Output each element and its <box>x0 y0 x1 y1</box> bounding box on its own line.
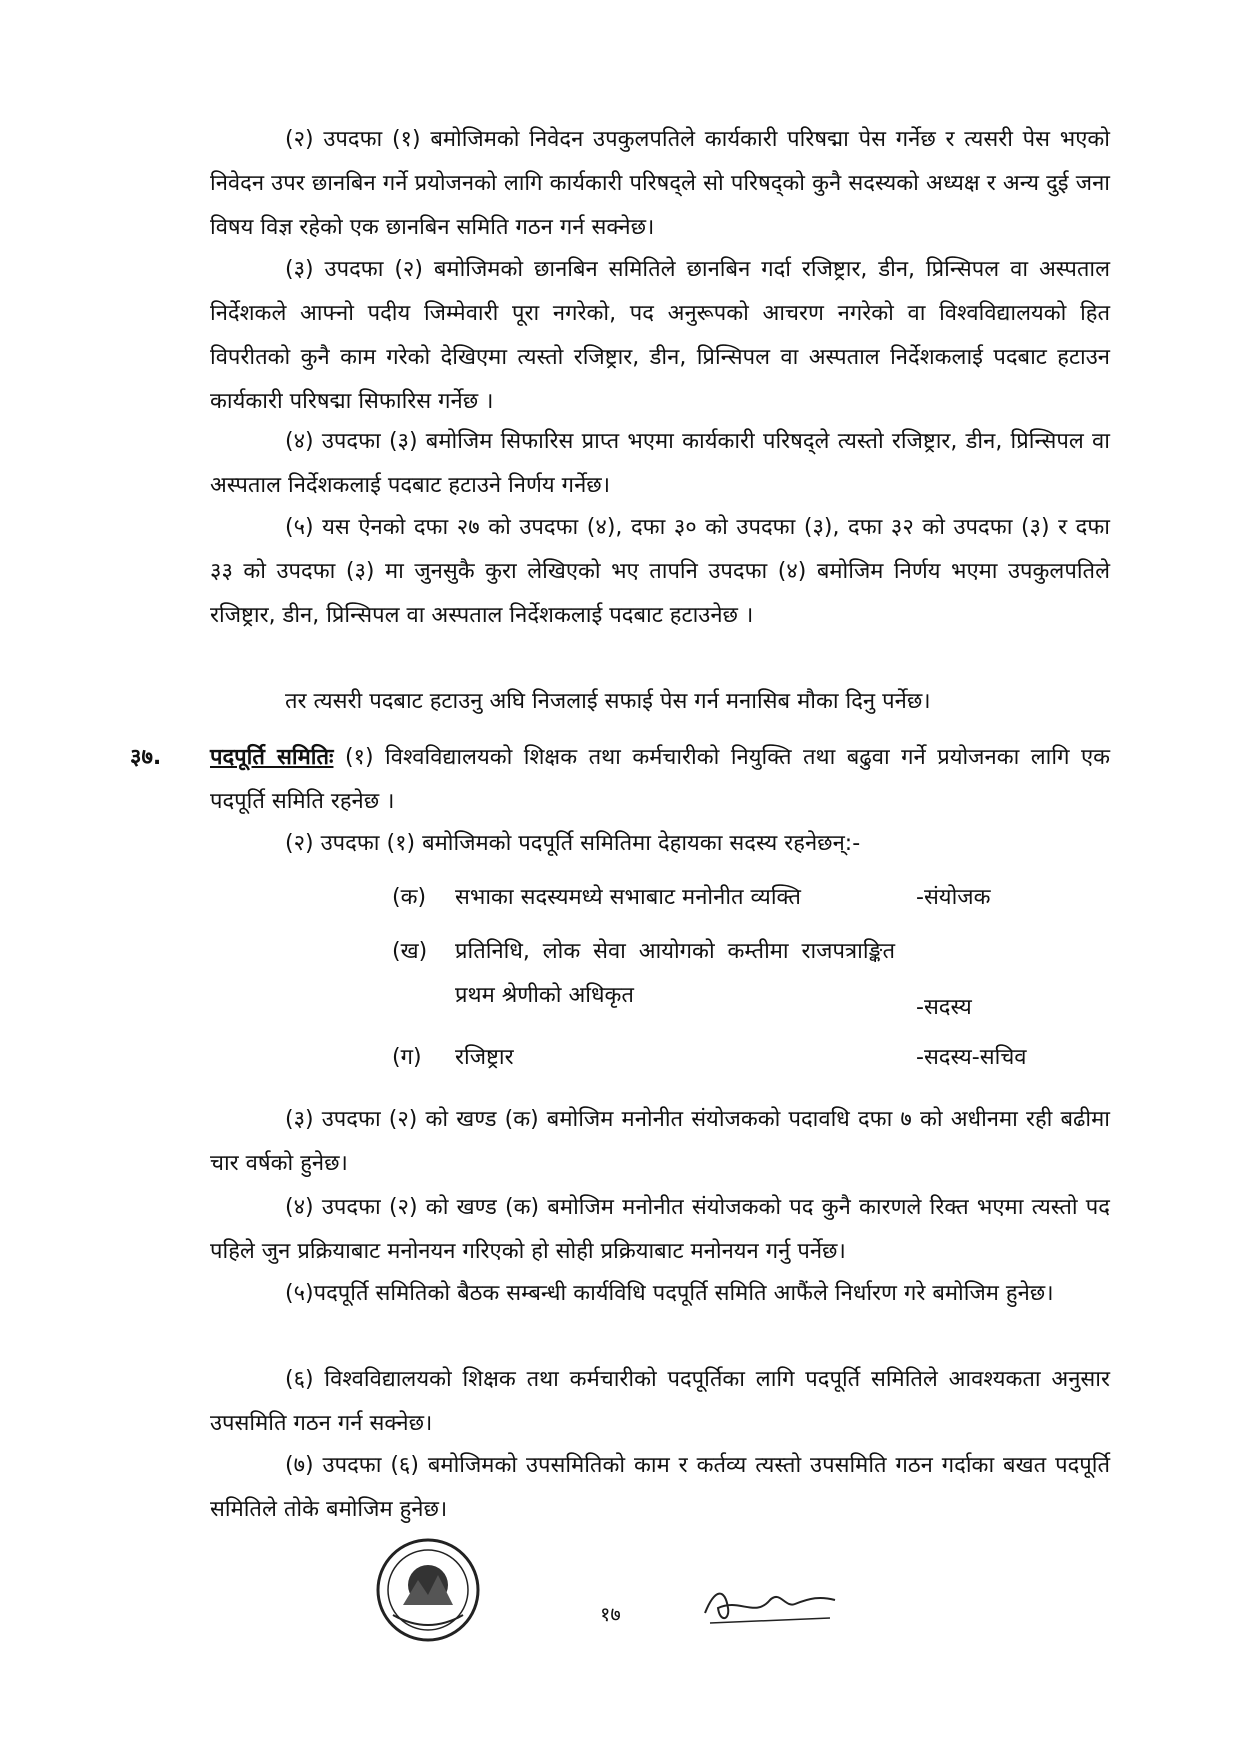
section-37-paragraph-4: (४) उपदफा (२) को खण्ड (क) बमोजिम मनोनीत संयोजकको पद कुनै कारणले रिक्त भएमा त्यस्तो पद पहिले जुन प्रक्रियाबाट मनोनयन गरिएको हो सोही प्रक्रियाबाट मनोनयन गर्नु पर्नेछ। <box>210 1195 1110 1264</box>
member-text: प्रतिनिधि, लोक सेवा आयोगको कम्तीमा राजपत्राङ्कित प्रथम श्रेणीको अधिकृत <box>455 939 895 1008</box>
section-37-p1-text: (१) विश्वविद्यालयको शिक्षक तथा कर्मचारीको नियुक्ति तथा बढुवा गर्ने प्रयोजनका लागि एक पदपूर्ति समिति रहनेछ । <box>210 745 1110 814</box>
page-number: १७ <box>600 1602 621 1626</box>
member-role: -सदस्य-सचिव <box>916 1045 1027 1070</box>
member-label: (ग) <box>392 1045 422 1070</box>
government-seal-icon <box>373 1535 483 1645</box>
member-text: रजिष्ट्रार <box>455 1045 514 1070</box>
member-text: सभाका सदस्यमध्ये सभाबाट मनोनीत व्यक्ति <box>455 885 801 910</box>
section-37-paragraph-1 <box>210 736 1110 824</box>
member-label: (क) <box>392 885 427 910</box>
section-37-paragraph-2: (२) उपदफा (१) बमोजिमको पदपूर्ति समितिमा देहायका सदस्य रहनेछन्:- <box>285 831 861 856</box>
member-role: -सदस्य <box>916 995 972 1020</box>
paragraph-5: (५) यस ऐनको दफा २७ को उपदफा (४), दफा ३० को उपदफा (३), दफा ३२ को उपदफा (३) र दफा ३३ को उपदफा (३) मा जुनसुकै कुरा लेखिएको भए तापनि उपदफा (४) बमोजिम निर्णय भएमा उपकुलपतिले रजिष्ट्रार, डीन, प्रिन्सिपल वा अस्पताल निर्देशकलाई पदबाट हटाउनेछ । <box>210 515 1110 628</box>
section-37-paragraph-6: (६) विश्वविद्यालयको शिक्षक तथा कर्मचारीको पदपूर्तिका लागि पदपूर्ति समितिले आवश्यकता अनुसार उपसमिति गठन गर्न सक्नेछ। <box>210 1367 1110 1436</box>
member-label: (ख) <box>392 939 428 964</box>
paragraph-4: (४) उपदफा (३) बमोजिम सिफारिस प्राप्त भएमा कार्यकारी परिषद्ले त्यस्तो रजिष्ट्रार, डीन, प्रिन्सिपल वा अस्पताल निर्देशकलाई पदबाट हटाउने निर्णय गर्नेछ। <box>210 429 1110 498</box>
section-heading: पदपूर्ति समितिः <box>210 745 334 770</box>
section-37-paragraph-7: (७) उपदफा (६) बमोजिमको उपसमितिको काम र कर्तव्य त्यस्तो उपसमिति गठन गर्दाका बखत पदपूर्ति समितिले तोके बमोजिम हुनेछ। <box>210 1453 1110 1522</box>
section-37-paragraph-3: (३) उपदफा (२) को खण्ड (क) बमोजिम मनोनीत संयोजकको पदावधि दफा ७ को अधीनमा रही बढीमा चार वर्षको हुनेछ। <box>210 1107 1110 1176</box>
member-role: -संयोजक <box>916 885 991 910</box>
section-37-paragraph-5: (५)पदपूर्ति समितिको बैठक सम्बन्धी कार्यविधि पदपूर्ति समिति आफैंले निर्धारण गरे बमोजिम हुनेछ। <box>285 1281 1054 1306</box>
proviso: तर त्यसरी पदबाट हटाउनु अघि निजलाई सफाई पेस गर्न मनासिब मौका दिनु पर्नेछ। <box>285 689 931 714</box>
section-number: ३७. <box>130 745 162 770</box>
signature-icon <box>700 1578 840 1638</box>
paragraph-2: (२) उपदफा (१) बमोजिमको निवेदन उपकुलपतिले कार्यकारी परिषद्मा पेस गर्नेछ र त्यसरी पेस भएको निवेदन उपर छानबिन गर्ने प्रयोजनको लागि कार्यकारी परिषद्ले सो परिषद्को कुनै सदस्यको अध्यक्ष र अन्य दुई जना विषय विज्ञ रहेको एक छानबिन समिति गठन गर्न सक्नेछ। <box>210 127 1110 240</box>
paragraph-3: (३) उपदफा (२) बमोजिमको छानबिन समितिले छानबिन गर्दा रजिष्ट्रार, डीन, प्रिन्सिपल वा अस्पताल निर्देशकले आफ्नो पदीय जिम्मेवारी पूरा नगरेको, पद अनुरूपको आचरण नगरेको वा विश्वविद्यालयको हित विपरीतको कुनै काम गरेको देखिएमा त्यस्तो रजिष्ट्रार, डीन, प्रिन्सिपल वा अस्पताल निर्देशकलाई पदबाट हटाउन कार्यकारी परिषद्मा सिफारिस गर्नेछ । <box>210 257 1110 414</box>
